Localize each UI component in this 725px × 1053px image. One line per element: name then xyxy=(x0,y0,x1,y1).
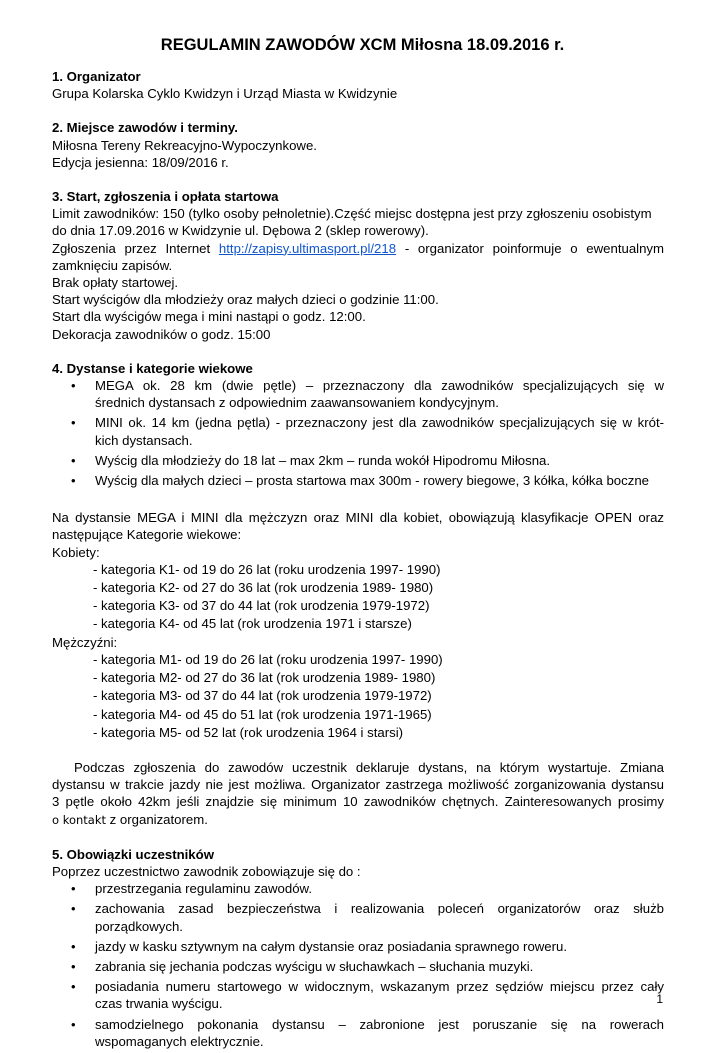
bullet-icon: • xyxy=(71,415,76,431)
distance-list xyxy=(52,377,664,489)
list-item xyxy=(52,978,664,1012)
distance-note-line-1: Podczas zgłoszenia do zawodów uczestnik deklaruje dystans, na którym wystartuje. Zmiana xyxy=(74,759,664,775)
list-item-text-cont: średnich dystansach z odpowiednim zaawansowaniem kondycyjnym. xyxy=(95,395,499,411)
bullet-icon: • xyxy=(71,452,76,468)
category-item: - kategoria M4- od 45 do 51 lat (rok urodzenia 1971-1965) xyxy=(93,706,432,722)
limit-text-line-2: do dnia 17.09.2016 w Kwidzynie ul. Dębowa 2 (sklep rowerowy). xyxy=(52,223,429,239)
list-item xyxy=(52,1016,664,1050)
registration-text xyxy=(52,240,664,257)
organizer-text: Grupa Kolarska Cyklo Kwidzyn i Urząd Miasta w Kwidzynie xyxy=(52,86,398,102)
bullet-icon: • xyxy=(71,473,76,489)
open-classification-text-2: następujące Kategorie wiekowe: xyxy=(52,527,242,543)
category-item: - kategoria K1- od 19 do 26 lat (roku urodzenia 1997- 1990) xyxy=(93,561,441,577)
bullet-icon: • xyxy=(71,378,76,394)
start-kids-text: Start wyścigów dla młodzieży oraz małych dzieci o godzinie 11:00. xyxy=(52,292,439,308)
category-item: - kategoria K4- od 45 lat (rok urodzenia 1971 i starsze) xyxy=(93,616,412,632)
list-item-text-cont: kich dystansach. xyxy=(95,432,193,448)
bullet-icon: • xyxy=(71,881,76,897)
list-item-text: Wyścig dla młodzieży do 18 lat – max 2km – runda wokół Hipodromu Miłosna. xyxy=(95,452,551,468)
bullet-icon: • xyxy=(71,901,76,917)
list-item xyxy=(52,472,664,489)
list-item xyxy=(52,938,664,955)
registration-close-text: zamknięciu zapisów. xyxy=(52,257,173,273)
list-item-text: Wyścig dla małych dzieci – prosta startowa max 300m - rowery biegowe, 3 kółka, kółka boczne xyxy=(95,473,649,489)
edition-text: Edycja jesienna: 18/09/2016 r. xyxy=(52,154,229,170)
contact-tail: z organizatorem. xyxy=(106,811,208,827)
document-title: REGULAMIN ZAWODÓW XCM Miłosna 18.09.2016 r. xyxy=(160,36,565,54)
list-item-text: zabrania się jechania podczas wyścigu w słuchawkach – słuchania muzyki. xyxy=(95,958,534,974)
list-item xyxy=(52,900,664,934)
category-item: - kategoria M3- od 37 do 44 lat (rok urodzenia 1979-1972) xyxy=(93,688,432,704)
duties-intro: Poprzez uczestnictwo zawodnik zobowiązuje się do : xyxy=(52,863,361,879)
list-item-text: samodzielnego pokonania dystansu – zabronione jest poruszanie się na rowerach xyxy=(95,1016,664,1032)
list-item-text: przestrzegania regulaminu zawodów. xyxy=(95,881,312,897)
bullet-icon: • xyxy=(71,1016,76,1032)
section-5-heading: 5. Obowiązki uczestników xyxy=(52,846,214,862)
category-item: - kategoria M5- od 52 lat (rok urodzenia 1964 i starsi) xyxy=(93,724,404,740)
registration-lead: Zgłoszenia przez Internet xyxy=(52,240,211,256)
category-item: - kategoria M1- od 19 do 26 lat (roku urodzenia 1997- 1990) xyxy=(93,651,443,667)
registration-link[interactable]: http://zapisy.ultimasport.pl/218 xyxy=(218,240,397,256)
open-classification-text-1: Na dystansie MEGA i MINI dla mężczyzn oraz MINI dla kobiet, obowiązują klasyfikacje OPEN oraz xyxy=(52,510,664,526)
venue-text: Miłosna Tereny Rekreacyjno-Wypoczynkowe. xyxy=(52,137,317,153)
list-item-text-cont: czas trwania wyścigu. xyxy=(95,996,223,1012)
ceremony-text: Dekoracja zawodników o godz. 15:00 xyxy=(52,326,271,342)
category-item: - kategoria K3- od 37 do 44 lat (rok urodzenia 1979-1972) xyxy=(93,598,430,614)
list-item xyxy=(52,377,664,411)
list-item-text: zachowania zasad bezpieczeństwa i realizowania poleceń organizatorów oraz służb xyxy=(95,901,664,917)
bullet-icon: • xyxy=(71,979,76,995)
bullet-icon: • xyxy=(71,938,76,954)
section-3-heading: 3. Start, zgłoszenia i opłata startowa xyxy=(52,189,279,205)
fee-text: Brak opłaty startowej. xyxy=(52,275,179,291)
women-label: Kobiety: xyxy=(52,544,100,560)
section-1-heading: 1. Organizator xyxy=(52,69,141,84)
list-item-text: MEGA ok. 28 km (dwie pętle) – przeznaczony dla zawodników specjalizujących się w xyxy=(95,378,664,394)
list-item-text-cont: porządkowych. xyxy=(95,918,183,934)
list-item-text: posiadania numeru startowego w widocznym, wskazanym przez sędziów miejscu przez cały xyxy=(95,979,664,995)
list-item-text-cont: wspomaganych elektrycznie. xyxy=(95,1033,264,1049)
list-item-text: jazdy w kasku sztywnym na całym dystansie oraz posiadania sprawnego roweru. xyxy=(95,938,568,954)
registration-tail: - organizator poinformuje o ewentualnym xyxy=(404,240,665,256)
section-2-heading: 2. Miejsce zawodów i terminy. xyxy=(52,120,238,136)
document-body xyxy=(52,68,664,1053)
contact-phrase: o kontakt xyxy=(52,812,106,827)
distance-note-line-3: 3 pętle około 42km jeśli znajdzie się minimum 10 zawodników chętnych. Zainteresowanych prosimy xyxy=(52,794,664,810)
list-item-text: MINI ok. 14 km (jedna pętla) - przeznaczony jest dla zawodników specjalizujących się w krót- xyxy=(95,415,664,431)
category-item: - kategoria M2- od 27 do 36 lat (rok urodzenia 1989- 1980) xyxy=(93,670,436,686)
distance-note-line-4 xyxy=(52,811,664,829)
list-item xyxy=(52,880,664,897)
duties-list xyxy=(52,880,664,1050)
page-number: 1 xyxy=(656,992,663,1006)
start-mega-text: Start dla wyścigów mega i mini nastąpi o godz. 12:00. xyxy=(52,309,366,325)
category-item: - kategoria K2- od 27 do 36 lat (rok urodzenia 1989- 1980) xyxy=(93,580,434,596)
limit-text-line-1: Limit zawodników: 150 (tylko osoby pełnoletnie).Część miejsc dostępna jest przy zgłoszeniu osobistym xyxy=(52,206,652,222)
list-item xyxy=(52,958,664,975)
men-label: Mężczyźni: xyxy=(52,634,118,650)
bullet-icon: • xyxy=(71,958,76,974)
list-item xyxy=(52,452,664,469)
distance-note-line-2: dystansu w trakcie jazdy nie jest możliwa. Organizator zastrzega możliwość zorganizowania dystansu xyxy=(52,777,664,793)
section-4-heading: 4. Dystanse i kategorie wiekowe xyxy=(52,360,253,376)
list-item xyxy=(52,414,664,448)
